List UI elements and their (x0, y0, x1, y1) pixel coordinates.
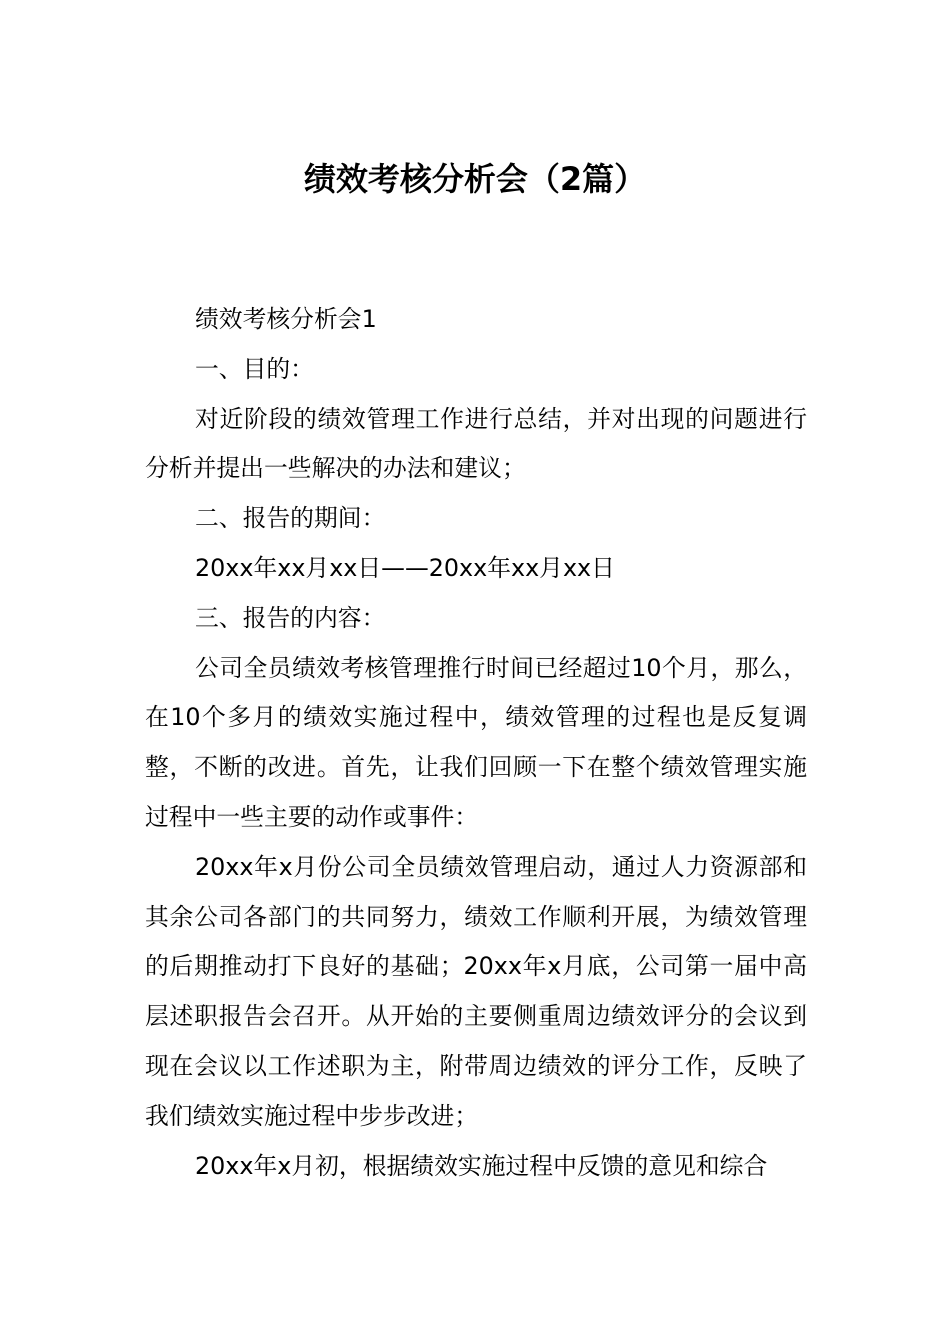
period-heading: 二、报告的期间： (195, 504, 386, 533)
document-title: 绩效考核分析会（2篇） (303, 160, 647, 198)
content-paragraph: 公司全员绩效考核管理推行时间已经超过10个月，那么，在10个多月的绩效实施过程中，绩效管理的过程也是反复调整，不断的改进。首先，让我们回顾一下在整个绩效管理实施过程中一些主要的动作或事件： (145, 653, 807, 831)
purpose-paragraph: 对近阶段的绩效管理工作进行总结，并对出现的问题进行分析并提出一些解决的办法和建议； (145, 404, 807, 483)
section-heading: 绩效考核分析会1 (195, 305, 377, 333)
period-range: 20xx年xx月xx日——20xx年xx月xx日 (195, 553, 615, 582)
purpose-heading: 一、目的： (195, 354, 314, 383)
timeline-paragraph: 20xx年x月份公司全员绩效管理启动，通过人力资源部和其余公司各部门的共同努力，绩效工作顺利开展，为绩效管理的后期推动打下良好的基础；20xx年x月底，公司第一届中高层述职报告会召开。从开始的主要侧重周边绩效评分的会议到现在会议以工作述职为主，附带周边绩效的评分工作，反映了我们绩效实施过程中步步改进； (145, 852, 807, 1130)
content-heading: 三、报告的内容： (195, 603, 386, 632)
continued-paragraph: 20xx年x月初，根据绩效实施过程中反馈的意见和综合 (195, 1151, 768, 1180)
document-body (145, 295, 807, 1191)
